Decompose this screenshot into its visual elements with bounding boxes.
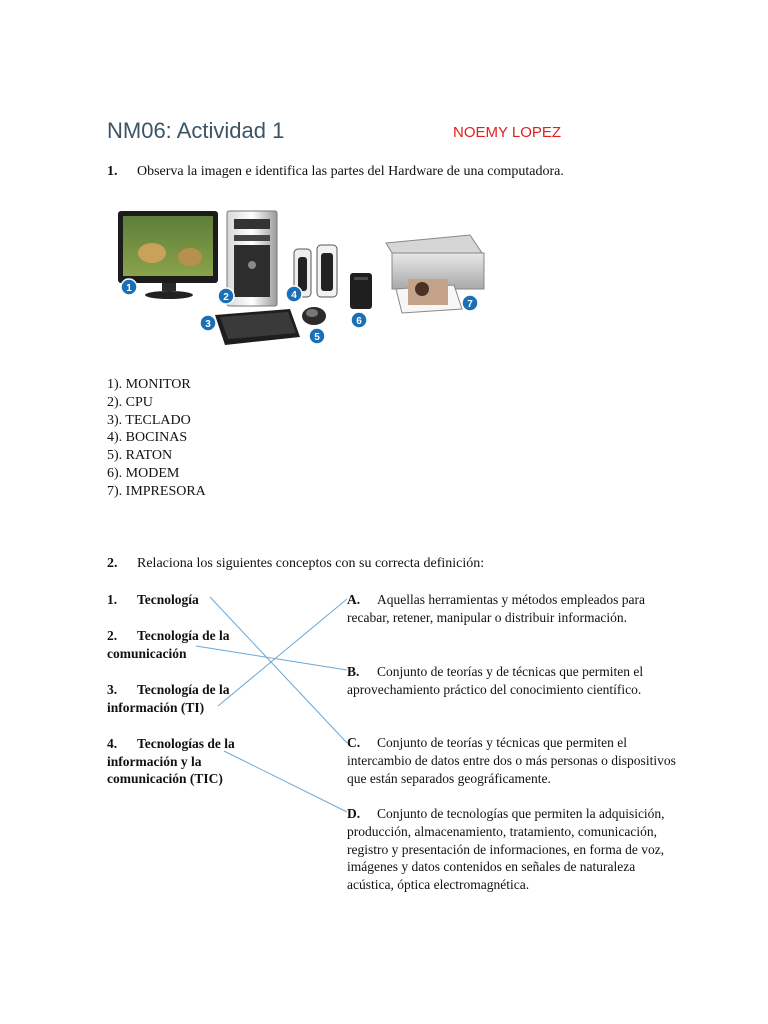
definition-b: B. Conjunto de teorías y de técnicas que permiten el aprovechamiento práctico del conocimiento científico. — [347, 664, 644, 697]
svg-text:2: 2 — [223, 292, 229, 303]
connector-2-b — [196, 646, 347, 670]
svg-text:7: 7 — [467, 299, 473, 310]
list-item: 2). CPU — [107, 394, 153, 410]
list-item: 4). BOCINAS — [107, 430, 188, 446]
definition-c: C. Conjunto de teorías y técnicas que permiten el intercambio de datos entre dos o más personas o dispositivos que están separados geográficamente. — [347, 735, 676, 786]
page-title: NM06: Actividad 1 — [107, 118, 285, 143]
list-item: 7). IMPRESORA — [107, 483, 206, 499]
concept-3: 3. Tecnología de la información (TI) — [107, 682, 230, 715]
svg-text:5: 5 — [314, 332, 320, 343]
svg-text:1: 1 — [126, 283, 132, 294]
concept-2: 2. Tecnología de la comunicación — [107, 628, 230, 661]
connector-4-d — [224, 751, 347, 812]
list-item: 3). TECLADO — [107, 412, 191, 428]
list-item: 1). MONITOR — [107, 377, 191, 392]
svg-text:3: 3 — [205, 319, 211, 330]
question-2-number: 2. — [107, 556, 118, 571]
definition-d: D. Conjunto de tecnologías que permiten la adquisición, producción, almacenamiento, tratamiento, comunicación, registro y presentación de informaciones, en forma de voz, imágenes y datos contenidos en señales de naturaleza acústica, óptica electromagnética. — [347, 806, 665, 893]
author-name: NOEMY LOPEZ — [453, 124, 562, 141]
svg-text:4: 4 — [291, 290, 297, 301]
concept-1: 1. Tecnología — [107, 592, 199, 607]
definition-a: A. Aquellas herramientas y métodos empleados para recabar, retener, manipular o distribuir información. — [347, 592, 646, 625]
list-item: 6). MODEM — [107, 465, 180, 481]
list-item: 5). RATON — [107, 448, 173, 464]
question-2-text: Relaciona los siguientes conceptos con su correcta definición: — [137, 556, 485, 571]
question-1-text: Observa la imagen e identifica las partes del Hardware de una computadora. — [137, 164, 564, 179]
question-1-number: 1. — [107, 164, 118, 179]
connector-1-c — [210, 597, 347, 743]
concept-4: 4. Tecnologías de la información y la comunicación (TIC) — [107, 736, 235, 786]
svg-text:6: 6 — [356, 316, 362, 327]
